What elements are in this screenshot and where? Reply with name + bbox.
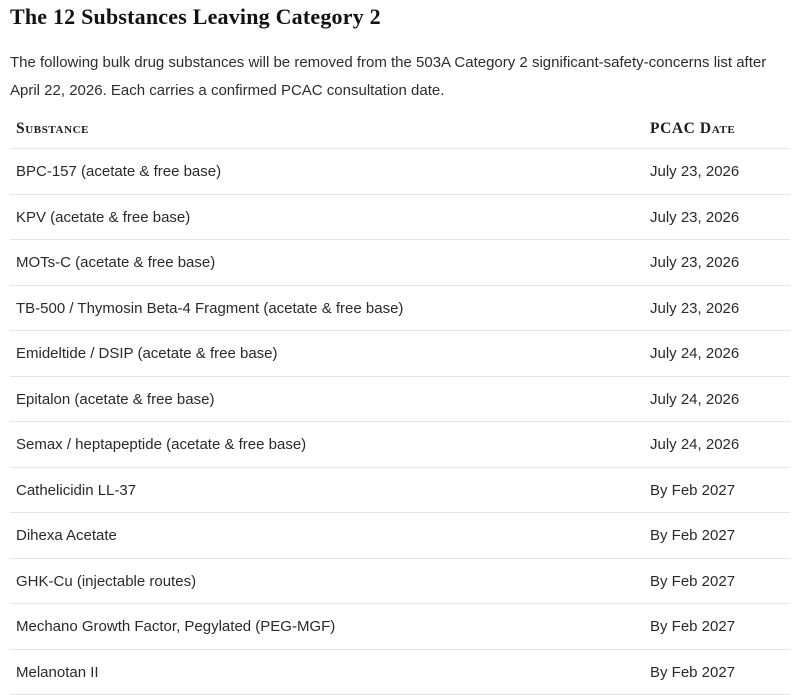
table-row [10, 649, 790, 695]
pcac-date-cell: July 23, 2026 [644, 285, 790, 331]
pcac-date-cell: July 24, 2026 [644, 376, 790, 422]
pcac-date-cell: By Feb 2027 [644, 513, 790, 559]
pcac-date-cell: July 23, 2026 [644, 194, 790, 240]
substance-cell: BPC-157 (acetate & free base) [10, 149, 644, 195]
pcac-date-cell: By Feb 2027 [644, 467, 790, 513]
table-row [10, 240, 790, 286]
pcac-date-cell: By Feb 2027 [644, 649, 790, 695]
substance-cell: Mechano Growth Factor, Pegylated (PEG-MGF) [10, 604, 644, 650]
table-row [10, 194, 790, 240]
table-row [10, 331, 790, 377]
page-title: The 12 Substances Leaving Category 2 [10, 4, 381, 29]
pcac-date-cell: July 24, 2026 [644, 422, 790, 468]
substance-cell: KPV (acetate & free base) [10, 194, 644, 240]
substance-cell: Melanotan II [10, 649, 644, 695]
table-row [10, 558, 790, 604]
table-row [10, 376, 790, 422]
substance-cell: Emideltide / DSIP (acetate & free base) [10, 331, 644, 377]
substances-table [10, 119, 790, 695]
table-body [10, 149, 790, 695]
table-row [10, 467, 790, 513]
substance-cell: Cathelicidin LL-37 [10, 467, 644, 513]
substance-cell: TB-500 / Thymosin Beta-4 Fragment (acetate & free base) [10, 285, 644, 331]
column-header-pcac-date: PCAC Date [644, 119, 790, 149]
pcac-date-cell: By Feb 2027 [644, 558, 790, 604]
pcac-date-cell: July 24, 2026 [644, 331, 790, 377]
table-row [10, 285, 790, 331]
column-header-substance: Substance [10, 119, 644, 149]
table-row [10, 604, 790, 650]
table-row [10, 149, 790, 195]
substance-cell: GHK-Cu (injectable routes) [10, 558, 644, 604]
table-header [10, 119, 790, 149]
pcac-date-cell: By Feb 2027 [644, 604, 790, 650]
substance-cell: Dihexa Acetate [10, 513, 644, 559]
intro-paragraph: The following bulk drug substances will be removed from the 503A Category 2 significant-safety-concerns list after April 22, 2026. Each carries a confirmed PCAC consultation date. [10, 54, 767, 99]
table-row [10, 422, 790, 468]
substance-cell: Semax / heptapeptide (acetate & free base) [10, 422, 644, 468]
pcac-date-cell: July 23, 2026 [644, 240, 790, 286]
header-row [10, 119, 790, 149]
table-row [10, 513, 790, 559]
substance-cell: Epitalon (acetate & free base) [10, 376, 644, 422]
pcac-date-cell: July 23, 2026 [644, 149, 790, 195]
substance-cell: MOTs-C (acetate & free base) [10, 240, 644, 286]
